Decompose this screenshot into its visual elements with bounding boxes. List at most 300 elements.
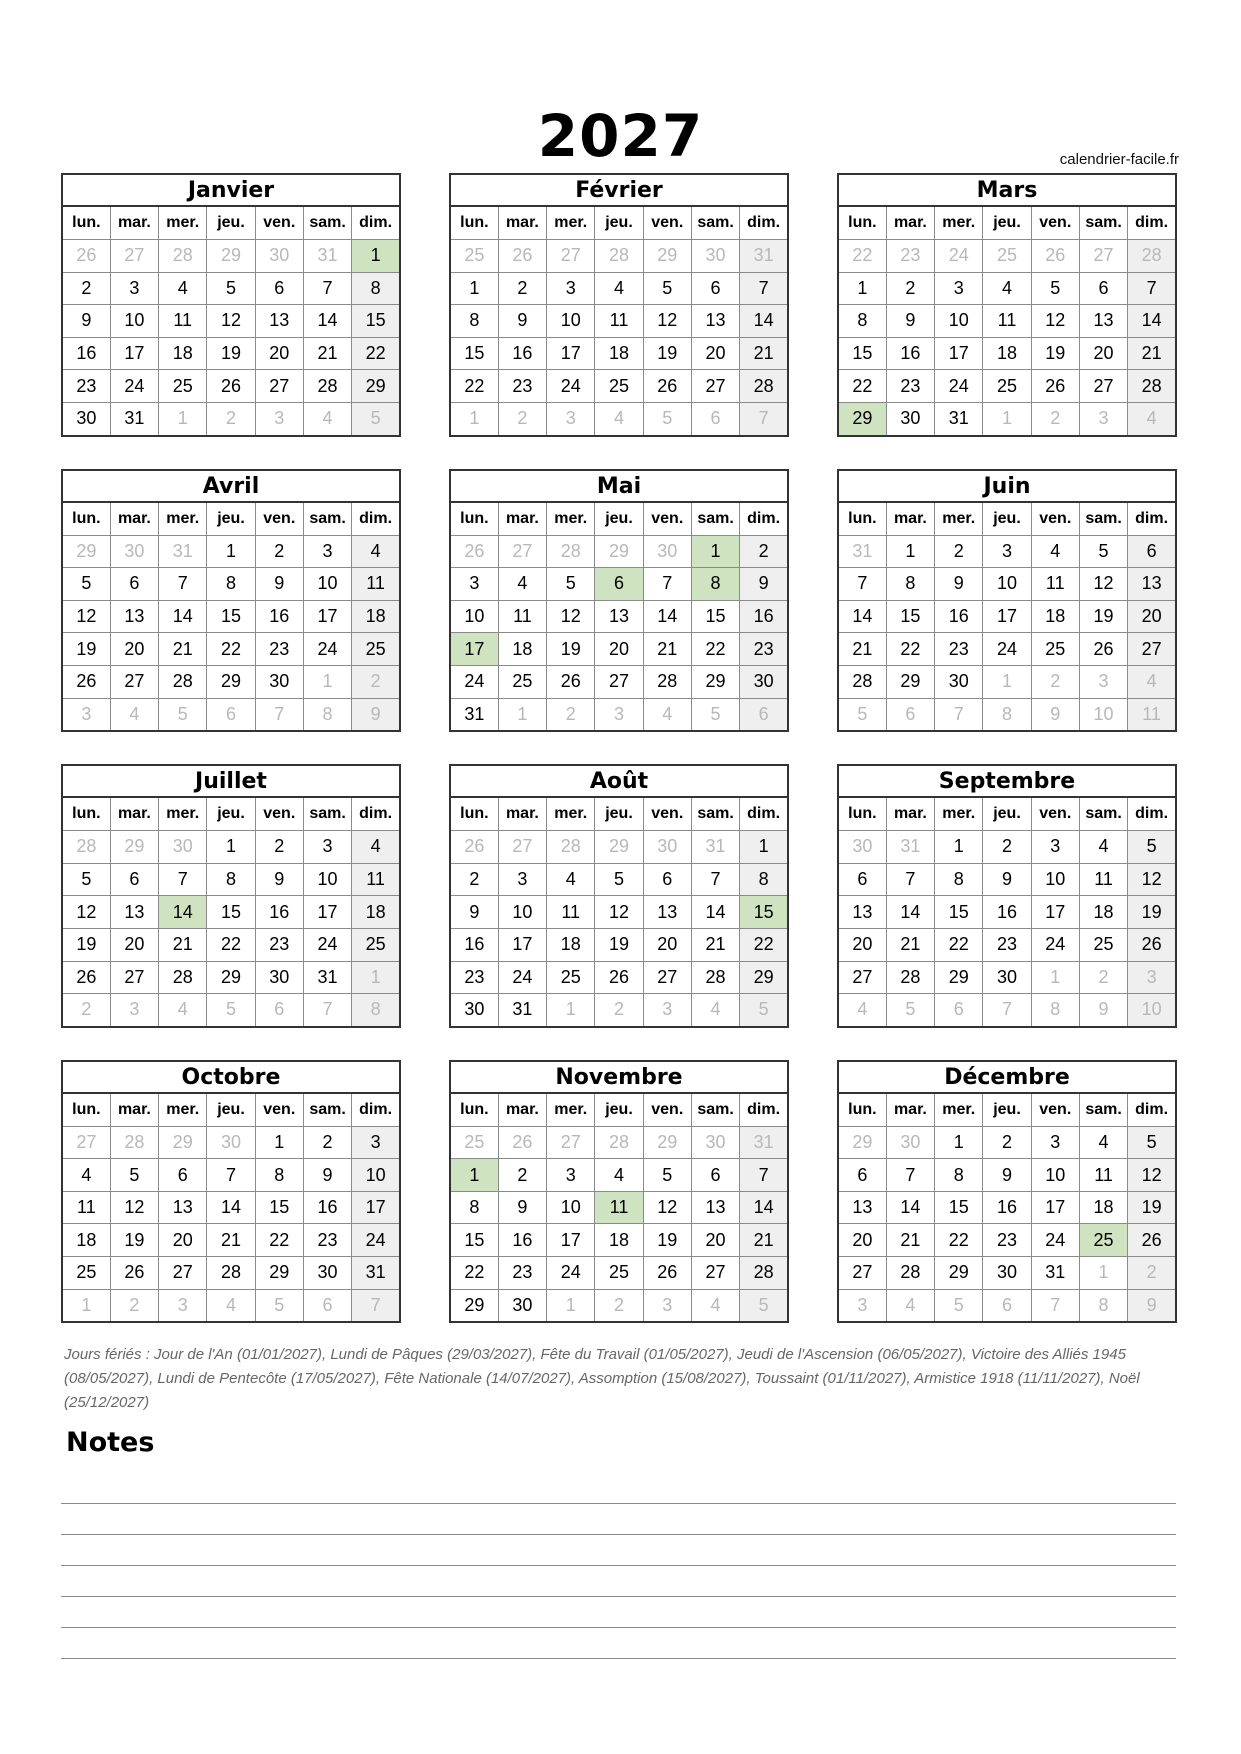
day-cell: 7 (207, 1159, 255, 1192)
week-row (62, 1191, 400, 1224)
weekday-header: sam. (303, 1093, 351, 1127)
day-cell: 4 (1079, 1126, 1127, 1159)
weekday-header: lun. (62, 797, 110, 831)
week-row (838, 600, 1176, 633)
day-cell: 14 (303, 305, 351, 338)
day-cell: 24 (935, 240, 983, 273)
day-cell: 28 (595, 1126, 643, 1159)
day-cell: 25 (450, 1126, 498, 1159)
day-cell: 28 (547, 535, 595, 568)
week-row (62, 1126, 400, 1159)
weekday-header: ven. (255, 797, 303, 831)
day-cell: 15 (691, 600, 739, 633)
day-cell: 26 (643, 370, 691, 403)
day-cell: 10 (110, 305, 158, 338)
notes-title: Notes (66, 1427, 155, 1458)
day-cell: 3 (1079, 665, 1127, 698)
month-calendar (837, 1060, 1177, 1324)
day-cell: 7 (1031, 1289, 1079, 1322)
day-cell: 6 (303, 1289, 351, 1322)
day-cell: 4 (643, 698, 691, 731)
day-cell: 17 (547, 337, 595, 370)
day-cell: 2 (595, 994, 643, 1027)
day-cell: 9 (255, 863, 303, 896)
weekday-header: ven. (255, 502, 303, 536)
day-cell: 6 (255, 272, 303, 305)
day-cell: 31 (886, 831, 934, 864)
day-cell: 9 (1079, 994, 1127, 1027)
day-cell: 22 (740, 928, 788, 961)
day-cell: 27 (498, 831, 546, 864)
week-row (450, 600, 788, 633)
day-cell: 3 (547, 402, 595, 435)
day-cell: 15 (886, 600, 934, 633)
day-cell: 3 (547, 272, 595, 305)
day-cell: 16 (740, 600, 788, 633)
day-cell: 1 (207, 831, 255, 864)
day-cell: 14 (740, 1191, 788, 1224)
day-cell: 18 (498, 633, 546, 666)
day-cell: 28 (110, 1126, 158, 1159)
day-cell: 20 (110, 928, 158, 961)
day-cell: 10 (303, 568, 351, 601)
day-cell: 25 (595, 1257, 643, 1290)
week-row (838, 1126, 1176, 1159)
day-cell: 10 (498, 896, 546, 929)
week-row (62, 272, 400, 305)
day-cell: 7 (838, 568, 886, 601)
day-cell: 3 (1031, 831, 1079, 864)
day-cell: 1 (1031, 961, 1079, 994)
day-cell: 19 (547, 633, 595, 666)
day-cell: 25 (983, 240, 1031, 273)
weekday-header: mar. (498, 1093, 546, 1127)
day-cell: 3 (1031, 1126, 1079, 1159)
weekday-header: dim. (352, 1093, 400, 1127)
day-cell: 25 (1031, 633, 1079, 666)
weekday-header: sam. (303, 502, 351, 536)
day-cell: 31 (303, 240, 351, 273)
day-cell: 3 (1128, 961, 1176, 994)
day-cell: 19 (1128, 896, 1176, 929)
day-cell: 8 (935, 1159, 983, 1192)
weekday-header: mar. (886, 797, 934, 831)
weekday-header: mar. (498, 797, 546, 831)
week-row (450, 272, 788, 305)
week-row (450, 1191, 788, 1224)
day-cell: 8 (983, 698, 1031, 731)
day-cell: 29 (255, 1257, 303, 1290)
weekday-header: mar. (110, 206, 158, 240)
day-cell: 30 (643, 831, 691, 864)
day-cell: 10 (303, 863, 351, 896)
month-calendar (61, 469, 401, 733)
day-cell: 10 (1079, 698, 1127, 731)
weekday-header: mer. (547, 206, 595, 240)
day-cell: 30 (691, 240, 739, 273)
weekday-header: jeu. (207, 797, 255, 831)
day-cell: 6 (886, 698, 934, 731)
weekday-header: mer. (159, 206, 207, 240)
week-row (838, 568, 1176, 601)
day-cell: 21 (159, 633, 207, 666)
day-cell: 12 (1128, 863, 1176, 896)
day-cell: 29 (935, 961, 983, 994)
week-row (62, 600, 400, 633)
week-row (62, 337, 400, 370)
day-cell: 3 (110, 994, 158, 1027)
weekday-header: lun. (450, 1093, 498, 1127)
weekday-header: ven. (643, 206, 691, 240)
month-calendar (837, 469, 1177, 733)
day-cell: 3 (595, 698, 643, 731)
weekday-header: mer. (935, 206, 983, 240)
day-cell: 15 (740, 896, 788, 929)
day-cell: 4 (595, 272, 643, 305)
day-cell: 13 (838, 1191, 886, 1224)
week-row (62, 896, 400, 929)
day-cell: 31 (740, 240, 788, 273)
day-cell: 7 (740, 1159, 788, 1192)
day-cell: 5 (62, 568, 110, 601)
month-grid (837, 501, 1177, 733)
day-cell: 31 (450, 698, 498, 731)
week-row (450, 961, 788, 994)
day-cell: 26 (1128, 928, 1176, 961)
day-cell: 30 (255, 240, 303, 273)
day-cell: 22 (207, 928, 255, 961)
day-cell: 4 (1079, 831, 1127, 864)
week-row (62, 831, 400, 864)
day-cell: 26 (498, 240, 546, 273)
day-cell: 29 (691, 665, 739, 698)
weekday-header: jeu. (595, 1093, 643, 1127)
day-cell: 26 (207, 370, 255, 403)
day-cell: 15 (352, 305, 400, 338)
day-cell: 25 (1079, 928, 1127, 961)
day-cell: 11 (1079, 1159, 1127, 1192)
weekday-header: sam. (691, 206, 739, 240)
month-title: Septembre (837, 764, 1177, 796)
month-calendar (61, 1060, 401, 1324)
day-cell: 27 (595, 665, 643, 698)
day-cell: 14 (1128, 305, 1176, 338)
day-cell: 16 (62, 337, 110, 370)
day-cell: 29 (207, 665, 255, 698)
week-row (450, 402, 788, 435)
week-row (450, 994, 788, 1027)
day-cell: 5 (62, 863, 110, 896)
weekday-header: jeu. (595, 502, 643, 536)
day-cell: 25 (595, 370, 643, 403)
day-cell: 22 (838, 370, 886, 403)
weekday-header: lun. (838, 502, 886, 536)
day-cell: 18 (595, 337, 643, 370)
day-cell: 11 (547, 896, 595, 929)
day-cell: 22 (255, 1224, 303, 1257)
day-cell: 3 (547, 1159, 595, 1192)
day-cell: 30 (740, 665, 788, 698)
month-grid (61, 796, 401, 1028)
day-cell: 12 (643, 1191, 691, 1224)
day-cell: 10 (547, 305, 595, 338)
day-cell: 11 (1079, 863, 1127, 896)
week-row (62, 1224, 400, 1257)
day-cell: 26 (498, 1126, 546, 1159)
day-cell: 8 (207, 568, 255, 601)
day-cell: 17 (1031, 896, 1079, 929)
day-cell: 19 (62, 928, 110, 961)
day-cell: 4 (498, 568, 546, 601)
week-row (62, 535, 400, 568)
day-cell: 12 (643, 305, 691, 338)
day-cell: 8 (255, 1159, 303, 1192)
day-cell: 3 (935, 272, 983, 305)
day-cell: 26 (1031, 240, 1079, 273)
day-cell: 20 (159, 1224, 207, 1257)
weekday-header: dim. (352, 206, 400, 240)
month-grid (449, 205, 789, 437)
day-cell: 1 (352, 240, 400, 273)
day-cell: 4 (159, 272, 207, 305)
week-row (62, 928, 400, 961)
week-row (838, 928, 1176, 961)
day-cell: 10 (450, 600, 498, 633)
weekday-header: jeu. (595, 206, 643, 240)
day-cell: 28 (547, 831, 595, 864)
day-cell: 24 (1031, 1224, 1079, 1257)
day-cell: 30 (498, 1289, 546, 1322)
day-cell: 5 (740, 1289, 788, 1322)
day-cell: 1 (159, 402, 207, 435)
day-cell: 22 (450, 370, 498, 403)
weekday-header: mer. (547, 502, 595, 536)
day-cell: 4 (1128, 665, 1176, 698)
day-cell: 3 (159, 1289, 207, 1322)
day-cell: 7 (886, 1159, 934, 1192)
day-cell: 2 (547, 698, 595, 731)
day-cell: 12 (62, 600, 110, 633)
day-cell: 19 (643, 337, 691, 370)
day-cell: 2 (595, 1289, 643, 1322)
holidays-list: Jours fériés : Jour de l'An (01/01/2027), Lundi de Pâques (29/03/2027), Fête du Travail (01/05/2027), Jeudi de l'Ascension (06/05/2027), Victoire des Alliés 1945 (08/05/2027), Lundi de Pentecôte (17/05/2027), Fête Nationale (14/07/2027), Assomption (15/08/2027), Toussaint (01/11/2027), Armistice 1918 (11/11/2027), Noël (25/12/2027) (64, 1346, 1140, 1411)
day-cell: 26 (62, 240, 110, 273)
day-cell: 4 (303, 402, 351, 435)
day-cell: 30 (886, 402, 934, 435)
day-cell: 9 (352, 698, 400, 731)
day-cell: 16 (886, 337, 934, 370)
day-cell: 4 (595, 1159, 643, 1192)
day-cell: 17 (450, 633, 498, 666)
day-cell: 22 (838, 240, 886, 273)
day-cell: 11 (595, 1191, 643, 1224)
day-cell: 21 (643, 633, 691, 666)
day-cell: 27 (110, 961, 158, 994)
month-grid (837, 796, 1177, 1028)
day-cell: 19 (1128, 1191, 1176, 1224)
day-cell: 17 (303, 896, 351, 929)
week-row (838, 1159, 1176, 1192)
week-row (450, 831, 788, 864)
day-cell: 18 (983, 337, 1031, 370)
week-row (62, 1159, 400, 1192)
day-cell: 6 (595, 568, 643, 601)
day-cell: 29 (207, 240, 255, 273)
day-cell: 10 (1031, 863, 1079, 896)
day-cell: 9 (303, 1159, 351, 1192)
weekday-header: dim. (740, 1093, 788, 1127)
weekday-header: sam. (1079, 797, 1127, 831)
day-cell: 5 (643, 272, 691, 305)
month-title: Janvier (61, 173, 401, 205)
week-row (450, 633, 788, 666)
note-line (61, 1627, 1176, 1628)
weekday-header: ven. (1031, 502, 1079, 536)
day-cell: 3 (1079, 402, 1127, 435)
weekday-header: mar. (110, 502, 158, 536)
weekday-header: sam. (691, 502, 739, 536)
day-cell: 21 (886, 1224, 934, 1257)
month-calendar (449, 469, 789, 733)
day-cell: 7 (159, 863, 207, 896)
week-row (838, 370, 1176, 403)
day-cell: 2 (983, 1126, 1031, 1159)
day-cell: 17 (1031, 1191, 1079, 1224)
day-cell: 9 (983, 863, 1031, 896)
day-cell: 2 (255, 535, 303, 568)
week-row (838, 1257, 1176, 1290)
day-cell: 16 (255, 600, 303, 633)
day-cell: 27 (547, 1126, 595, 1159)
day-cell: 21 (838, 633, 886, 666)
day-cell: 26 (643, 1257, 691, 1290)
weekday-header: mer. (159, 797, 207, 831)
day-cell: 10 (1128, 994, 1176, 1027)
weekday-header-row (62, 502, 400, 536)
day-cell: 6 (935, 994, 983, 1027)
day-cell: 30 (159, 831, 207, 864)
day-cell: 3 (983, 535, 1031, 568)
day-cell: 11 (352, 863, 400, 896)
weekday-header: dim. (1128, 502, 1176, 536)
day-cell: 30 (450, 994, 498, 1027)
week-row (450, 1126, 788, 1159)
day-cell: 28 (1128, 240, 1176, 273)
note-line (61, 1503, 1176, 1504)
week-row (450, 665, 788, 698)
day-cell: 11 (1031, 568, 1079, 601)
day-cell: 13 (110, 600, 158, 633)
day-cell: 6 (643, 863, 691, 896)
weekday-header-row (450, 1093, 788, 1127)
day-cell: 26 (110, 1257, 158, 1290)
day-cell: 16 (255, 896, 303, 929)
day-cell: 18 (62, 1224, 110, 1257)
day-cell: 6 (1079, 272, 1127, 305)
day-cell: 2 (352, 665, 400, 698)
day-cell: 19 (207, 337, 255, 370)
day-cell: 8 (935, 863, 983, 896)
weekday-header: lun. (62, 206, 110, 240)
day-cell: 31 (691, 831, 739, 864)
day-cell: 18 (547, 928, 595, 961)
day-cell: 2 (1079, 961, 1127, 994)
week-row (450, 568, 788, 601)
day-cell: 3 (303, 535, 351, 568)
day-cell: 3 (303, 831, 351, 864)
weekday-header-row (838, 502, 1176, 536)
day-cell: 24 (547, 370, 595, 403)
weekday-header: mar. (498, 502, 546, 536)
day-cell: 23 (983, 928, 1031, 961)
day-cell: 31 (498, 994, 546, 1027)
weekday-header: mar. (886, 1093, 934, 1127)
day-cell: 9 (983, 1159, 1031, 1192)
week-row (838, 337, 1176, 370)
day-cell: 27 (1128, 633, 1176, 666)
week-row (450, 863, 788, 896)
day-cell: 15 (207, 600, 255, 633)
week-row (62, 370, 400, 403)
day-cell: 26 (450, 535, 498, 568)
day-cell: 14 (838, 600, 886, 633)
day-cell: 22 (450, 1257, 498, 1290)
day-cell: 22 (886, 633, 934, 666)
day-cell: 4 (691, 1289, 739, 1322)
day-cell: 27 (159, 1257, 207, 1290)
day-cell: 4 (352, 831, 400, 864)
day-cell: 17 (352, 1191, 400, 1224)
weekday-header: sam. (1079, 206, 1127, 240)
week-row (838, 896, 1176, 929)
weekday-header: mer. (547, 1093, 595, 1127)
day-cell: 20 (643, 928, 691, 961)
day-cell: 28 (303, 370, 351, 403)
day-cell: 28 (1128, 370, 1176, 403)
day-cell: 11 (595, 305, 643, 338)
day-cell: 1 (303, 665, 351, 698)
day-cell: 30 (983, 1257, 1031, 1290)
day-cell: 28 (886, 961, 934, 994)
weekday-header: ven. (643, 1093, 691, 1127)
day-cell: 16 (983, 1191, 1031, 1224)
day-cell: 1 (255, 1126, 303, 1159)
weekday-header: mer. (159, 502, 207, 536)
week-row (450, 896, 788, 929)
weekday-header: lun. (450, 502, 498, 536)
day-cell: 5 (1031, 272, 1079, 305)
day-cell: 3 (62, 698, 110, 731)
day-cell: 13 (691, 1191, 739, 1224)
day-cell: 30 (255, 665, 303, 698)
day-cell: 25 (983, 370, 1031, 403)
weekday-header: jeu. (207, 206, 255, 240)
day-cell: 29 (643, 1126, 691, 1159)
day-cell: 4 (547, 863, 595, 896)
day-cell: 17 (547, 1224, 595, 1257)
day-cell: 7 (691, 863, 739, 896)
day-cell: 21 (740, 1224, 788, 1257)
day-cell: 4 (691, 994, 739, 1027)
day-cell: 31 (110, 402, 158, 435)
weekday-header: mar. (110, 1093, 158, 1127)
weekday-header: dim. (740, 797, 788, 831)
weekday-header: lun. (450, 206, 498, 240)
day-cell: 14 (740, 305, 788, 338)
day-cell: 9 (255, 568, 303, 601)
day-cell: 17 (110, 337, 158, 370)
day-cell: 1 (886, 535, 934, 568)
